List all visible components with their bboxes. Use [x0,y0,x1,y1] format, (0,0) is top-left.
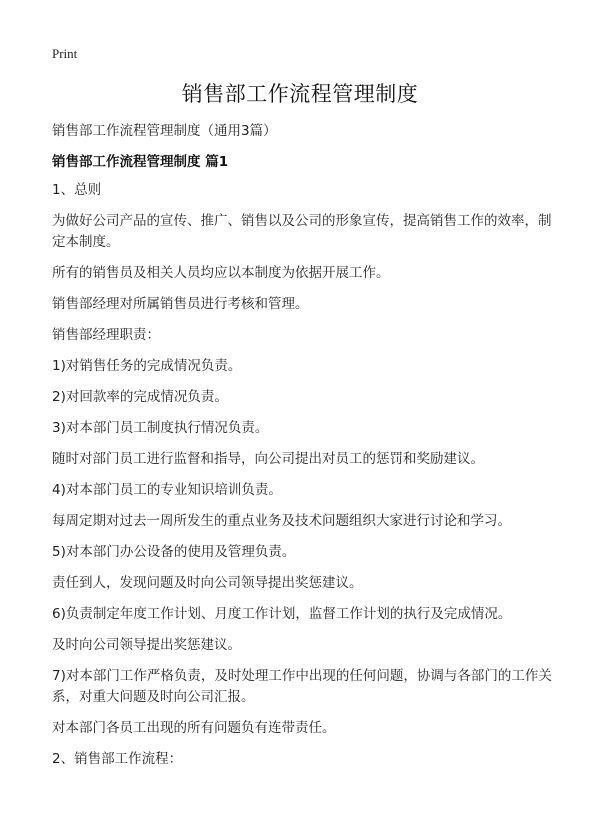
document-subtitle: 销售部工作流程管理制度（通用3篇） [52,123,277,139]
paragraph: 对本部门各员工出现的所有问题负有连带责任。 [52,720,336,736]
paragraph: 销售部经理对所属销售员进行考核和管理。 [52,296,309,312]
paragraph: 责任到人，发现问题及时向公司领导提出奖惩建议。 [52,575,363,591]
paragraph-general: 1、总则 [52,182,102,198]
document-body [52,180,557,780]
paragraph: 1)对销售任务的完成情况负责。 [52,358,242,374]
paragraph: 6)负责制定年度工作计划、月度工作计划，监督工作计划的执行及完成情况。 [52,606,512,622]
paragraph: 及时向公司领导提出奖惩建议。 [52,637,241,653]
paragraph: 2)对回款率的完成情况负责。 [52,389,228,405]
paragraph: 7)对本部门工作严格负责，及时处理工作中出现的任何问题，协调与各部门的工作关系，对重大问题及时向公司汇报。 [52,668,552,705]
print-link[interactable]: Print [52,46,78,61]
paragraph: 每周定期对过去一周所发生的重点业务及技术问题组织大家进行讨论和学习。 [52,513,511,529]
paragraph-workflow: 2、销售部工作流程： [52,751,183,767]
paragraph: 销售部经理职责： [52,327,160,343]
paragraph: 为做好公司产品的宣传、推广、销售以及公司的形象宣传，提高销售工作的效率，制定本制度。 [52,213,552,250]
document-title: 销售部工作流程管理制度 [181,82,419,106]
paragraph: 5)对本部门办公设备的使用及管理负责。 [52,544,296,560]
paragraph: 随时对部门员工进行监督和指导，向公司提出对员工的惩罚和奖励建议。 [52,451,484,467]
section-heading: 销售部工作流程管理制度 篇1 [52,154,229,170]
paragraph: 4)对本部门员工的专业知识培训负责。 [52,482,282,498]
paragraph: 3)对本部门员工制度执行情况负责。 [52,420,269,436]
paragraph: 所有的销售员及相关人员均应以本制度为依据开展工作。 [52,265,390,281]
